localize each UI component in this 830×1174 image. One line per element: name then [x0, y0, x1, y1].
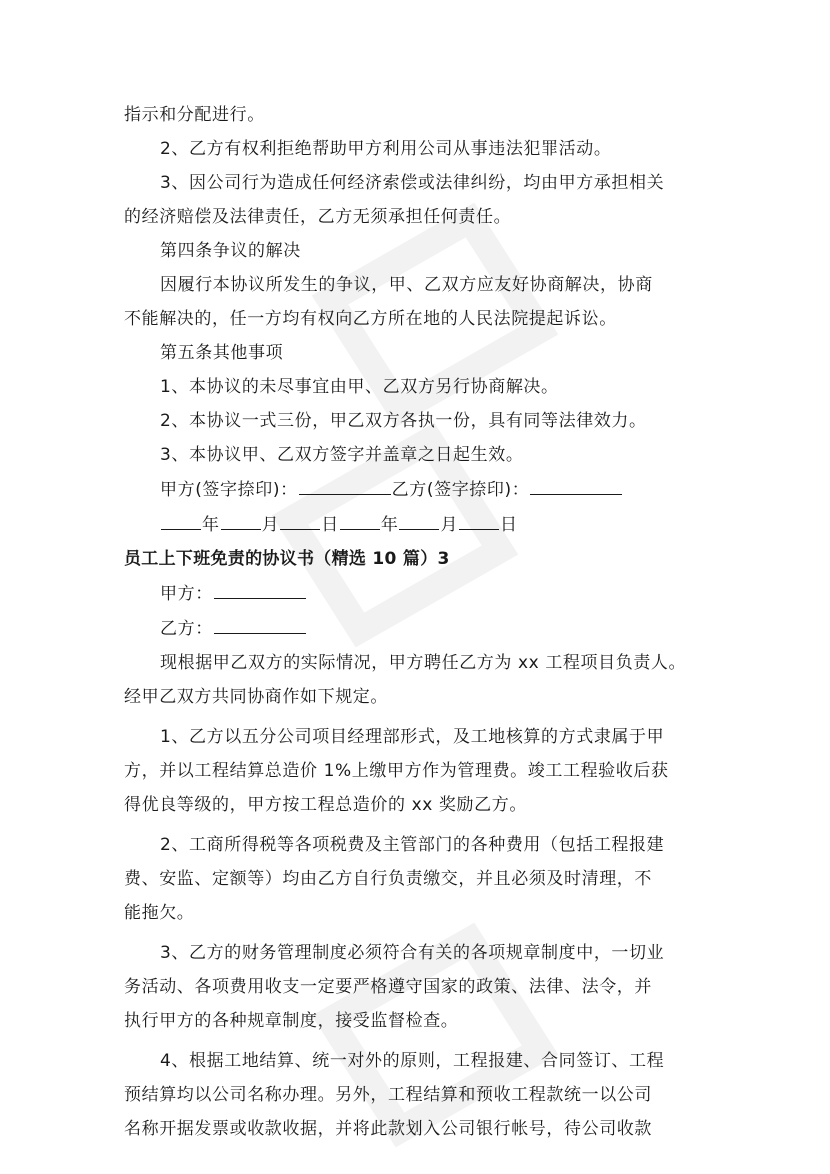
party-a-signature-blank[interactable] [299, 472, 391, 495]
document-page [124, 98, 706, 1146]
party-a-blank[interactable] [214, 576, 306, 599]
date-line [124, 507, 706, 542]
text-line: 执行甲方的各种规章制度，接受监督检查。 [124, 1011, 459, 1031]
text-line: 3、因公司行为造成任何经济索偿或法律纠纷，均由甲方承担相关 [160, 173, 665, 193]
text-line: 经甲乙双方共同协商作如下规定。 [124, 687, 388, 707]
text-line: 费、安监、定额等）均由乙方自行负责缴交，并且必须及时清理，不 [124, 869, 652, 889]
year-blank[interactable] [161, 507, 201, 530]
party-b-line [124, 611, 706, 646]
section-title: 员工上下班免责的协议书（精选 10 篇）3 [124, 549, 450, 569]
party-b-signature-label: 乙方(签字捺印)： [391, 480, 530, 500]
text-line: 3、本协议甲、乙双方签字并盖章之日起生效。 [160, 445, 524, 465]
month-blank-2[interactable] [399, 507, 439, 530]
text-line: 1、乙方以五分公司项目经理部形式，及工地核算的方式隶属于甲 [160, 727, 665, 747]
year-label-2: 年 [380, 515, 399, 535]
party-a-signature-label: 甲方(签字捺印)： [160, 480, 298, 500]
text-line: 务活动、各项费用收支一定要严格遵守国家的政策、法律、法令，并 [124, 977, 652, 997]
text-line: 4、根据工地结算、统一对外的原则，工程报建、合同签订、工程 [160, 1051, 665, 1071]
party-b-signature-blank[interactable] [530, 472, 622, 495]
article-five-title: 第五条其他事项 [160, 343, 284, 363]
year-blank-2[interactable] [340, 507, 380, 530]
signature-line [124, 472, 706, 507]
month-blank[interactable] [221, 507, 261, 530]
month-label: 月 [261, 515, 280, 535]
text-line: 2、本协议一式三份，甲乙双方各执一份，具有同等法律效力。 [160, 411, 647, 431]
text-line: 得优良等级的，甲方按工程总造价的 xx 奖励乙方。 [124, 795, 527, 815]
month-label-2: 月 [440, 515, 459, 535]
party-b-label: 乙方： [160, 619, 213, 639]
party-a-line [124, 576, 706, 611]
text-line: 因履行本协议所发生的争议，甲、乙双方应友好协商解决，协商 [160, 275, 653, 295]
text-line: 能拖欠。 [124, 903, 195, 923]
party-a-label: 甲方： [160, 584, 213, 604]
year-label: 年 [202, 515, 220, 535]
day-blank-2[interactable] [459, 507, 499, 530]
text-line: 的经济赔偿及法律责任，乙方无须承担任何责任。 [124, 207, 512, 227]
day-label: 日 [321, 515, 339, 535]
text-line: 不能解决的，任一方均有权向乙方所在地的人民法院提起诉讼。 [124, 309, 617, 329]
article-four-title: 第四条争议的解决 [160, 241, 301, 261]
text-line: 方，并以工程结算总造价 1%上缴甲方作为管理费。竣工工程验收后获 [124, 761, 669, 781]
day-blank[interactable] [280, 507, 320, 530]
text-line: 名称开据发票或收款收据，并将此款划入公司银行帐号，待公司收款 [124, 1119, 652, 1139]
party-b-blank[interactable] [214, 611, 306, 634]
text-line: 预结算均以公司名称办理。另外，工程结算和预收工程款统一以公司 [124, 1085, 652, 1105]
text-line: 2、乙方有权利拒绝帮助甲方利用公司从事违法犯罪活动。 [160, 139, 612, 159]
text-line: 现根据甲乙双方的实际情况，甲方聘任乙方为 xx 工程项目负责人。 [160, 653, 687, 673]
text-line: 3、乙方的财务管理制度必须符合有关的各项规章制度中，一切业 [160, 943, 665, 963]
text-line: 1、本协议的未尽事宜由甲、乙双方另行协商解决。 [160, 377, 559, 397]
text-line: 指示和分配进行。 [124, 105, 265, 125]
text-line: 2、工商所得税等各项税费及主管部门的各种费用（包括工程报建 [160, 835, 665, 855]
day-label-2: 日 [500, 515, 518, 535]
